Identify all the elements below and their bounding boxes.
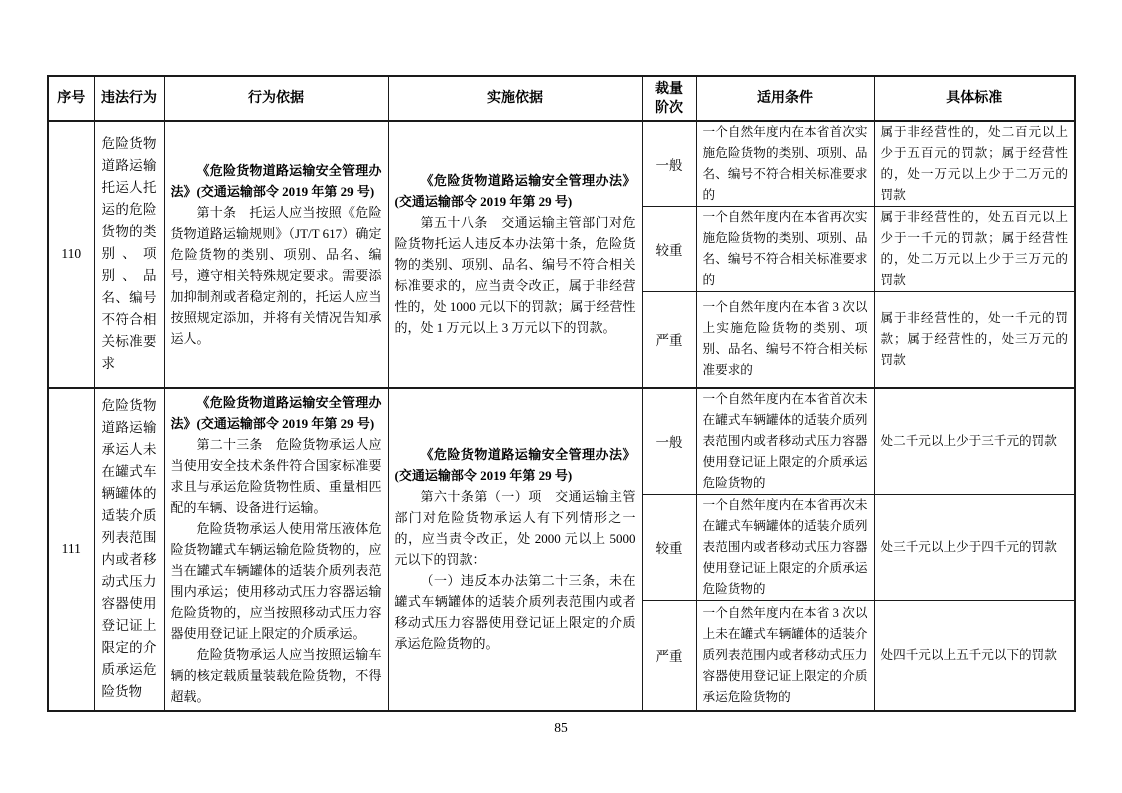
standard-cell: 处四千元以上五千元以下的罚款 [874, 600, 1075, 711]
header-implementation-basis: 实施依据 [388, 76, 642, 121]
standard-cell: 处三千元以上少于四千元的罚款 [874, 494, 1075, 600]
violation-cell-110: 危险货物道路运输托运人托运的危险货物的类别、项别、品名、编号不符合相关标准要求 [94, 121, 164, 388]
level-cell: 较重 [642, 207, 696, 292]
law-title: 《危险货物道路运输安全管理办法》(交通运输部令 2019 年第 29 号) [394, 447, 636, 484]
standard-cell: 属于非经营性的，处一千元的罚款；属于经营性的，处三万元的罚款 [874, 292, 1075, 388]
seq-cell-110: 110 [48, 121, 94, 388]
condition-cell: 一个自然年度内在本省 3 次以上实施危险货物的类别、项别、品名、编号不符合相关标准要求的 [696, 292, 874, 388]
header-violation: 违法行为 [94, 76, 164, 121]
condition-cell: 一个自然年度内在本省首次实施危险货物的类别、项别、品名、编号不符合相关标准要求的 [696, 121, 874, 207]
level-cell: 一般 [642, 121, 696, 207]
basis-paragraph: 第五十八条 交通运输主管部门对危险货物托运人违反本办法第十条，危险货物的类别、项别、品名、编号不符合相关标准要求的，应当责令改正，属于非经营性的，处 1000 元以下的罚款；属于经营性的，处 1 万元以上 3 万元以下的罚款。 [394, 215, 636, 336]
basis-paragraph: 危险货物承运人使用常压液体危险货物罐式车辆运输危险货物的，应当在罐式车辆罐体的适装介质列表范围内承运；使用移动式压力容器运输危险货物的，应当按照移动式压力容器使用登记证上限定的介质承运。 [170, 520, 382, 641]
basis-paragraph: 第二十三条 危险货物承运人应当使用安全技术条件符合国家标准要求且与承运危险货物性质、重量相匹配的车辆、设备进行运输。 [170, 436, 382, 515]
condition-cell: 一个自然年度内在本省再次实施危险货物的类别、项别、品名、编号不符合相关标准要求的 [696, 207, 874, 292]
basis-paragraph: 危险货物承运人应当按照运输车辆的核定载质量装载危险货物，不得超载。 [170, 646, 382, 704]
condition-cell: 一个自然年度内在本省 3 次以上未在罐式车辆罐体的适装介质列表范围内或者移动式压力容器使用登记证上限定的介质承运危险货物的 [696, 600, 874, 711]
table-header-row [48, 76, 1075, 121]
behavior-basis-cell-110 [164, 121, 388, 388]
law-title: 《危险货物道路运输安全管理办法》(交通运输部令 2019 年第 29 号) [170, 162, 382, 199]
basis-paragraph: （一）违反本办法第二十三条，未在罐式车辆罐体的适装介质列表范围内或者移动式压力容器使用登记证上限定的介质承运危险货物的。 [394, 573, 636, 652]
standard-cell: 处二千元以上少于三千元的罚款 [874, 388, 1075, 495]
page-number: 85 [554, 720, 568, 735]
header-seq: 序号 [48, 76, 94, 121]
header-conditions: 适用条件 [696, 76, 874, 121]
header-standards: 具体标准 [874, 76, 1075, 121]
header-behavior-basis: 行为依据 [164, 76, 388, 121]
violation-cell-111: 危险货物道路运输承运人未在罐式车辆罐体的适装介质列表范围内或者移动式压力容器使用登记证上限定的介质承运危险货物 [94, 388, 164, 712]
header-discretion-line1: 裁量 [655, 81, 683, 97]
table-row-110-general [48, 121, 1075, 207]
behavior-basis-cell-111 [164, 388, 388, 712]
level-cell: 严重 [642, 292, 696, 388]
standard-cell: 属于非经营性的，处二百元以上少于五百元的罚款；属于经营性的，处一万元以上少于二万元的罚款 [874, 121, 1075, 207]
condition-cell: 一个自然年度内在本省再次未在罐式车辆罐体的适装介质列表范围内或者移动式压力容器使用登记证上限定的介质承运危险货物的 [696, 494, 874, 600]
standard-cell: 属于非经营性的，处五百元以上少于一千元的罚款；属于经营性的，处二万元以上少于三万元的罚款 [874, 207, 1075, 292]
basis-paragraph: 第六十条第（一）项 交通运输主管部门对危险货物承运人有下列情形之一的，应当责令改正，处 2000 元以上 5000 元以下的罚款： [394, 489, 636, 568]
law-title: 《危险货物道路运输安全管理办法》(交通运输部令 2019 年第 29 号) [394, 173, 636, 210]
law-title: 《危险货物道路运输安全管理办法》(交通运输部令 2019 年第 29 号) [170, 394, 382, 431]
condition-cell: 一个自然年度内在本省首次未在罐式车辆罐体的适装介质列表范围内或者移动式压力容器使用登记证上限定的介质承运危险货物的 [696, 388, 874, 495]
implementation-basis-cell-110 [388, 121, 642, 388]
header-discretion-level [642, 76, 696, 121]
header-discretion-line2: 阶次 [655, 100, 683, 116]
basis-paragraph: 第十条 托运人应当按照《危险货物道路运输规则》（JT/T 617）确定危险货物的类别、项别、品名、编号，遵守相关特殊规定要求。需要添加抑制剂或者稳定剂的，托运人应当按照规定添加，并将有关情况告知承运人。 [170, 204, 382, 346]
table-row-111-general [48, 388, 1075, 495]
seq-cell-111: 111 [48, 388, 94, 712]
level-cell: 一般 [642, 388, 696, 495]
implementation-basis-cell-111 [388, 388, 642, 712]
penalty-discretion-table [47, 75, 1076, 712]
level-cell: 严重 [642, 600, 696, 711]
level-cell: 较重 [642, 494, 696, 600]
